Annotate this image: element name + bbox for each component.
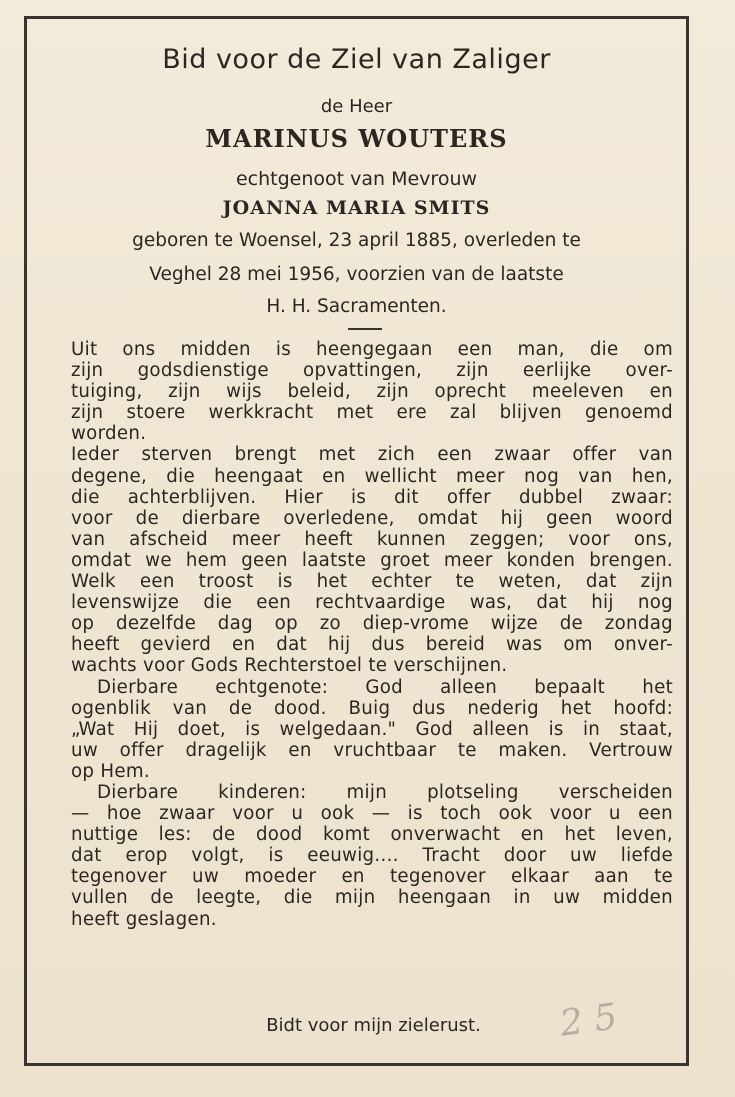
text-line: zijn godsdienstige opvattingen, zijn eerlijke over- bbox=[71, 360, 673, 382]
text-line: Uit ons midden is heengegaan een man, die om bbox=[71, 339, 673, 360]
text-line: wachts voor Gods Rechterstoel te verschijnen. bbox=[71, 655, 508, 677]
text-line: worden. bbox=[71, 423, 147, 445]
text-line: Dierbare kinderen: mijn plotseling verscheiden bbox=[97, 781, 673, 803]
text-line: degene, die heengaat en wellicht meer nog van hen, bbox=[71, 465, 673, 487]
text-line: „Wat Hij doet, is welgedaan." God alleen is in staat, bbox=[71, 718, 673, 740]
text-line: zijn stoere werkkracht met ere zal blijven genoemd bbox=[71, 402, 673, 424]
text-line: omdat we hem geen laatste groet meer konden brengen. bbox=[71, 549, 673, 571]
text-line: Welk een troost is het echter te weten, dat zijn bbox=[71, 571, 673, 593]
spouse-name: JOANNA MARIA SMITS bbox=[222, 197, 491, 219]
text-line: op dezelfde dag op zo diep-vrome wijze de zondag bbox=[71, 613, 673, 635]
text-line: van afscheid meer heeft kunnen zeggen; voor ons, bbox=[71, 528, 673, 550]
text-line: vullen de leegte, die mijn heengaan in uw midden bbox=[71, 887, 673, 909]
header-divider bbox=[348, 328, 382, 330]
text-line: tegenover uw moeder en tegenover elkaar aan te bbox=[71, 866, 673, 888]
text-line: op Hem. bbox=[71, 760, 150, 782]
text-line: nuttige les: de dood komt onverwacht en het leven, bbox=[71, 824, 673, 846]
death-line: Veghel 28 mei 1956, voorzien van de laatste bbox=[149, 264, 564, 285]
pencil-annotation: 2 5 bbox=[557, 996, 620, 1045]
text-line: Ieder sterven brengt met zich een zwaar offer van bbox=[71, 444, 673, 466]
text-line: Dierbare echtgenote: God alleen bepaalt het bbox=[97, 676, 673, 698]
prayer-title: Bid voor de Ziel van Zaliger bbox=[162, 44, 551, 75]
text-line: die achterblijven. Hier is dit offer dubbel zwaar: bbox=[71, 486, 673, 508]
text-line: tuiging, zijn wijs beleid, zijn oprecht meeleven en bbox=[71, 381, 673, 403]
text-line: heeft gevierd en dat hij dus bereid was om onver- bbox=[71, 634, 673, 656]
text-line: uw offer dragelijk en vruchtbaar te maken. Vertrouw bbox=[71, 739, 673, 761]
text-line: ogenblik van de dood. Buig dus nederig het hoofd: bbox=[71, 697, 673, 719]
sacraments-line: H. H. Sacramenten. bbox=[266, 296, 447, 317]
deceased-name: MARINUS WOUTERS bbox=[205, 124, 508, 153]
text-line: levenswijze die een rechtvaardige was, dat hij nog bbox=[71, 592, 673, 614]
spouse-intro: echtgenoot van Mevrouw bbox=[235, 168, 478, 190]
text-line: dat erop volgt, is eeuwig.... Tracht door uw liefde bbox=[71, 845, 673, 867]
text-line: heeft geslagen. bbox=[71, 908, 217, 930]
closing-prayer: Bidt voor mijn zielerust. bbox=[266, 1015, 481, 1036]
memorial-text bbox=[71, 339, 673, 930]
text-line: voor de dierbare overledene, omdat hij geen woord bbox=[71, 507, 673, 529]
honorific: de Heer bbox=[320, 96, 393, 117]
text-line: — hoe zwaar voor u ook — is toch ook voor u een bbox=[71, 803, 673, 825]
birth-line: geboren te Woensel, 23 april 1885, overleden te bbox=[132, 230, 581, 251]
